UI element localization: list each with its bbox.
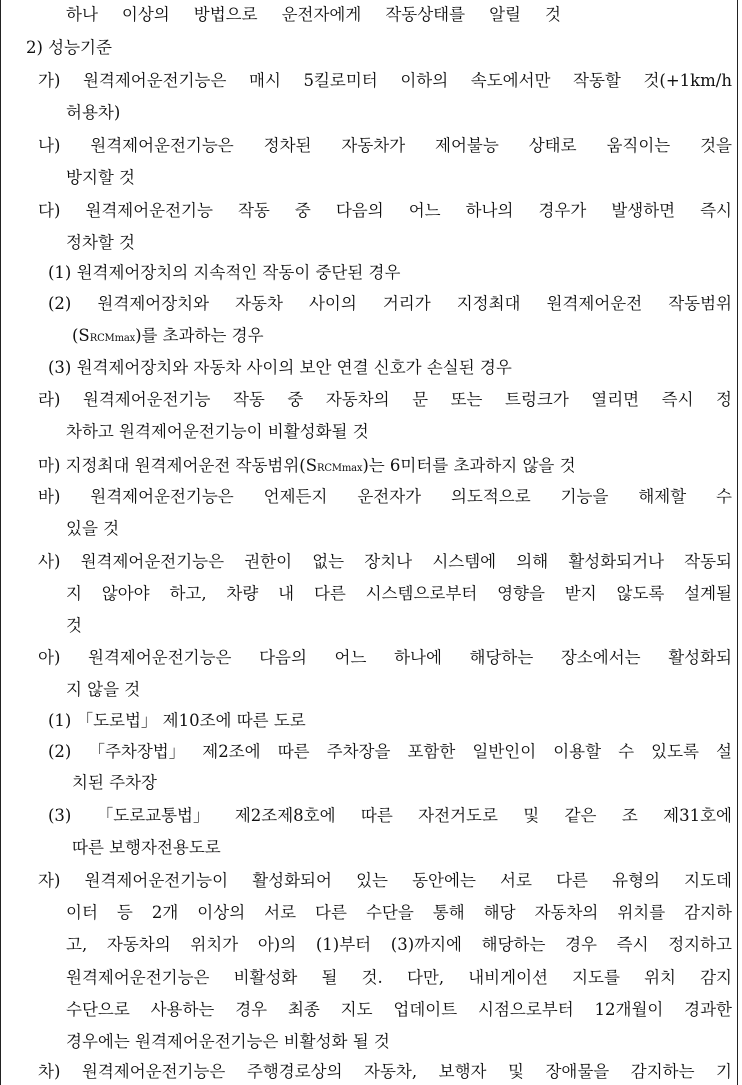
text-line: 차하고 원격제어운전기능이 비활성화될 것 bbox=[66, 422, 369, 441]
list-item: (2) 원격제어장치와 자동차 사이의 거리가 지정최대 원격제어운전 작동범위 bbox=[48, 294, 732, 313]
list-item: (1) 「도로법」 제10조에 따른 도로 bbox=[48, 711, 306, 730]
text-line: 지 않아야 하고, 차량 내 다른 시스템으로부터 영향을 받지 않도록 설계될 bbox=[66, 584, 732, 603]
text-line: 이터 등 2개 이상의 서로 다른 수단을 통해 해당 자동차의 위치를 감지하 bbox=[66, 903, 732, 922]
text-line: 나) 원격제어운전기능은 정차된 자동차가 제어불능 상태로 움직이는 것을 bbox=[38, 136, 732, 155]
symbol-subscript: RCMmax bbox=[317, 463, 363, 474]
text-line: 아) 원격제어운전기능은 다음의 어느 하나에 해당하는 장소에서는 활성화되 bbox=[38, 648, 732, 667]
text-line bbox=[38, 456, 576, 479]
text-line: 것 bbox=[66, 616, 82, 635]
text-line: 하나 이상의 방법으로 운전자에게 작동상태를 알릴 것 bbox=[66, 5, 561, 24]
list-item: (1) 원격제어장치의 지속적인 작동이 중단된 경우 bbox=[48, 263, 401, 282]
text-line: 수단으로 사용하는 경우 최종 지도 업데이트 시점으로부터 12개월이 경과한 bbox=[66, 1000, 732, 1019]
list-item: (3) 원격제어장치와 자동차 사이의 보안 연결 신호가 손실된 경우 bbox=[48, 358, 512, 377]
text-line: 정차할 것 bbox=[66, 233, 136, 252]
text-line: 다) 원격제어운전기능 작동 중 다음의 어느 하나의 경우가 발생하면 즉시 bbox=[38, 201, 732, 220]
text-line: 가) 원격제어운전기능은 매시 5킬로미터 이하의 속도에서만 작동할 것(+1km/h bbox=[38, 71, 732, 90]
text-line: 고, 자동차의 위치가 아)의 (1)부터 (3)까지에 해당하는 경우 즉시 정지하고 bbox=[66, 935, 732, 954]
text-fragment: )를 초과하는 경우 bbox=[135, 326, 264, 345]
text-line: 원격제어운전기능은 비활성화 될 것. 다만, 내비게이션 지도를 위치 감지 bbox=[66, 968, 732, 987]
symbol-s: (S bbox=[72, 326, 90, 345]
symbol-subscript: RCMmax bbox=[89, 333, 136, 344]
text-line: 있을 것 bbox=[66, 519, 120, 538]
section-heading: 2) 성능기준 bbox=[26, 38, 112, 57]
text-line: 방지할 것 bbox=[66, 168, 136, 187]
text-line: 경우에는 원격제어운전기능은 비활성화 될 것 bbox=[66, 1032, 390, 1051]
text-line: 사) 원격제어운전기능은 권한이 없는 장치나 시스템에 의해 활성화되거나 작동되 bbox=[38, 552, 732, 571]
text-fragment: 마) 지정최대 원격제어운전 작동범위(S bbox=[38, 456, 317, 475]
text-line: 차) 원격제어운전기능은 주행경로상의 자동차, 보행자 및 장애물을 감지하는 기 bbox=[38, 1062, 732, 1081]
text-line: 자) 원격제어운전기능이 활성화되어 있는 동안에는 서로 다른 유형의 지도데 bbox=[38, 871, 732, 890]
text-line: 따른 보행자전용도로 bbox=[72, 838, 221, 857]
text-line: 지 않을 것 bbox=[66, 680, 141, 699]
text-line: 치된 주차장 bbox=[72, 773, 157, 792]
text-line bbox=[72, 326, 264, 349]
text-line: 바) 원격제어운전기능은 언제든지 운전자가 의도적으로 기능을 해제할 수 bbox=[38, 487, 732, 506]
text-fragment: )는 6미터를 초과하지 않을 것 bbox=[362, 456, 576, 475]
text-line: 허용차) bbox=[66, 103, 121, 122]
list-item: (2) 「주차장법」 제2조에 따른 주차장을 포함한 일반인이 이용할 수 있도록 설 bbox=[48, 742, 732, 761]
text-line: 라) 원격제어운전기능 작동 중 자동차의 문 또는 트렁크가 열리면 즉시 정 bbox=[38, 390, 732, 409]
list-item: (3) 「도로교통법」 제2조제8호에 따른 자전거도로 및 같은 조 제31호에 bbox=[48, 806, 732, 825]
